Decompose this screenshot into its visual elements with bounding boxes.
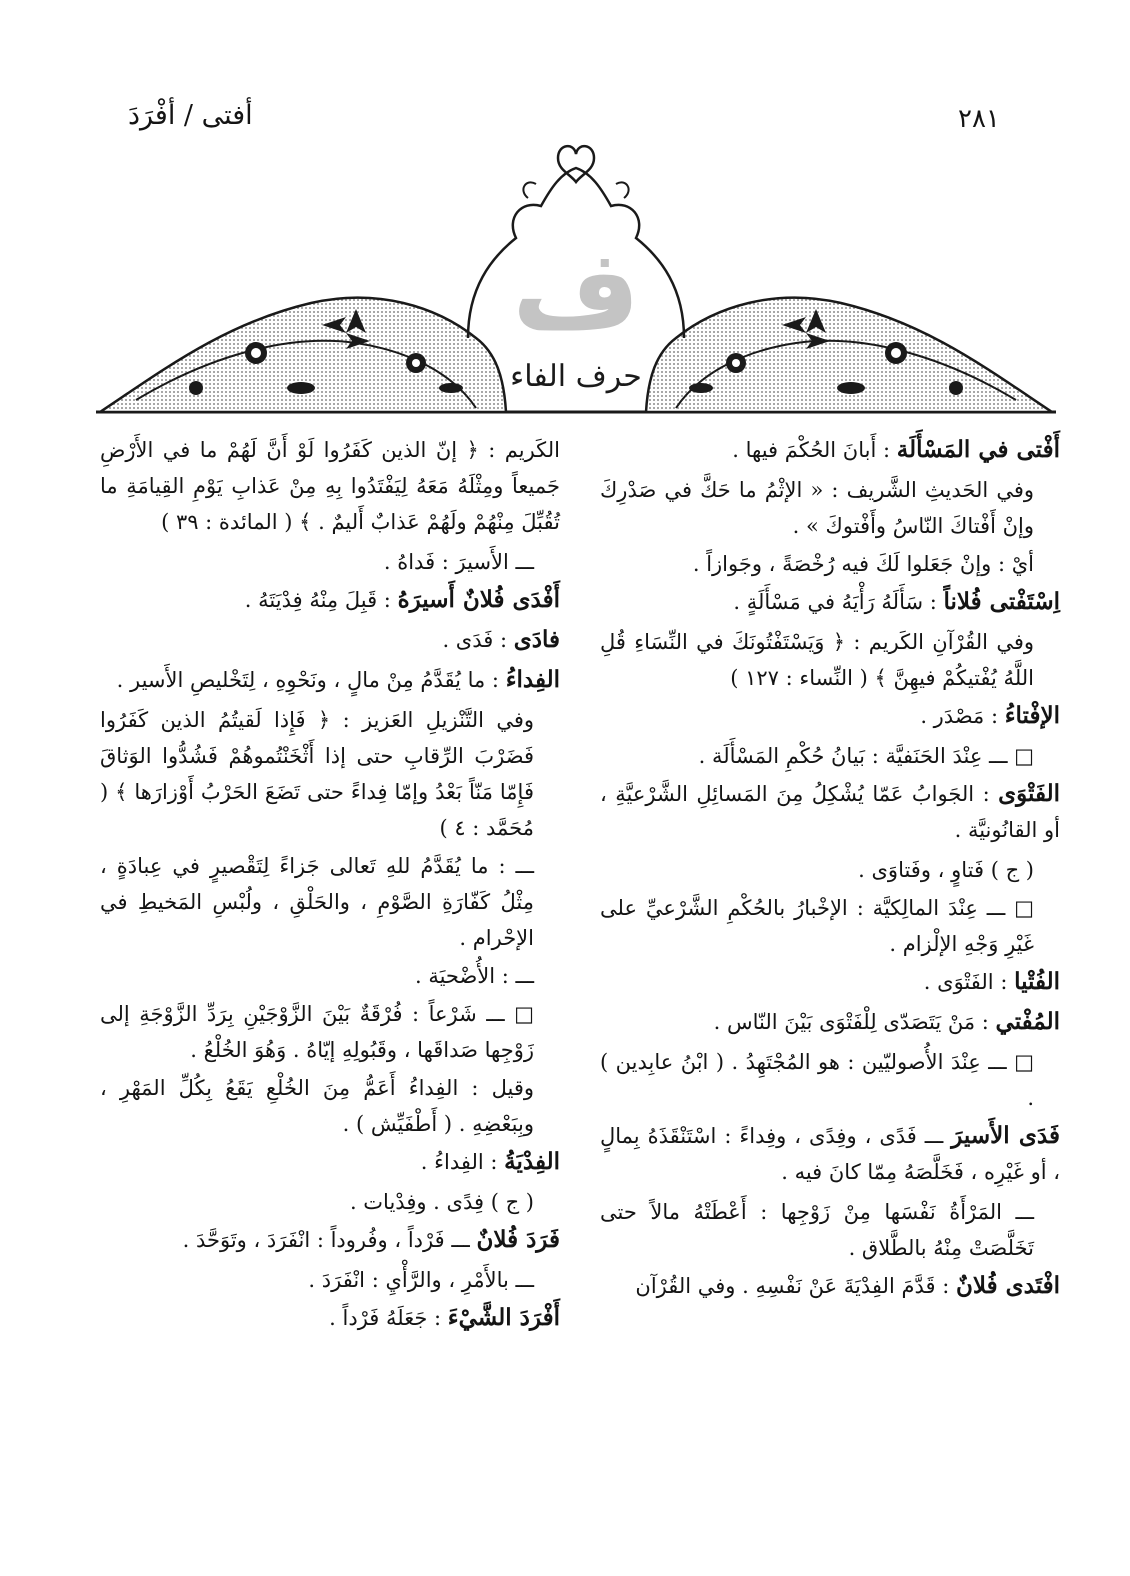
entry-subline: ( ج ) فِدًى . وفِدْيات . xyxy=(349,1190,534,1214)
guide-words: أفتى / أفْرَدَ xyxy=(128,100,253,131)
entry-headword: الإفْتاءُ xyxy=(1004,702,1060,729)
left-column xyxy=(100,432,560,1442)
entry-subline: □ ـــ عِنْدَ الحَنَفيَّة : بَيانُ حُكْمِ المَسْأَلَة . xyxy=(698,744,1034,768)
entry-separator: : xyxy=(935,1274,956,1298)
entry-definition: الفَتْوَى . xyxy=(923,970,994,994)
entry-subline: ـــ بالأَمْرِ ، والرَّأْيِ : انْفَرَدَ . xyxy=(308,1268,534,1292)
dictionary-entry xyxy=(100,582,560,618)
entry-separator: : xyxy=(876,438,897,462)
chapter-letter: ف xyxy=(512,226,640,354)
entry-headword: المُفْتي xyxy=(995,1008,1060,1035)
entry-definition: الفِداءُ . xyxy=(420,1150,484,1174)
entry-definition: سَأَلَهُ رَأْيَهُ في مَسْأَلَةٍ . xyxy=(733,590,924,614)
left-wing-ornament xyxy=(100,298,506,412)
entry-separator: : xyxy=(923,590,944,614)
entry-headword: أَفْتى في المَسْأَلَة xyxy=(896,436,1060,463)
entry-subline: ( ج ) فَتاوٍ ، وفَتاوَى . xyxy=(858,858,1034,882)
entry-subline: وفي القُرْآنِ الكَريم : ﴿ وَيَسْتَفْتُونَكَ في النِّسَاءِ قُلِ اللَّهُ يُفْتيكُمْ فيهِنَّ ﴾ ( النِّساء : ١٢٧ ) xyxy=(600,630,1034,690)
dictionary-entry xyxy=(100,1222,560,1258)
dictionary-entry xyxy=(600,1118,1060,1190)
entry-subline: أيْ : وإنْ جَعَلوا لَكَ فيه رُخْصَةً ، وجَوازاً . xyxy=(692,552,1034,576)
entry-subline: ـــ الأَسيرَ : فَداهُ . xyxy=(383,550,534,574)
entry-definition: جَعَلَهُ فَرْداً . xyxy=(329,1306,428,1330)
entry-headword: افْتَدى فُلانٌ xyxy=(955,1272,1060,1299)
entry-subline: ـــ : ما يُقَدَّمُ للهِ تَعالى جَزاءً لِتَقْصيرٍ في عِبادَةٍ ، مِثْلُ كَفّارَةِ الصَّوْمِ ، والحَلْقِ ، ولُبْسِ المَخيطِ في الإحْرام . xyxy=(100,854,534,950)
dictionary-entry xyxy=(600,432,1060,468)
entry-subline: □ ـــ عِنْدَ الأُصوليّين : هو المُجْتَهِدُ . ( ابْنُ عابِدين ) . xyxy=(600,1050,1034,1110)
entry-headword: أَفْدَى فُلانٌ أَسيرَهُ xyxy=(397,586,560,613)
entry-separator: ـــ xyxy=(916,1124,952,1148)
entry-headword: فَدَى الأَسيرَ xyxy=(951,1122,1060,1149)
entry-subline: وقيل : الفِداءُ أَعَمُّ مِنَ الخُلْعِ يَقَعُ بِكُلِّ المَهْرِ ، وبِبَعْضِهِ . ( أَطْفَيِّش ) . xyxy=(100,1076,534,1136)
chapter-title: حرف الفاء xyxy=(510,359,642,394)
entry-subline: □ ـــ شَرْعاً : فُرْقَةٌ بَيْنَ الزَّوْجَيْنِ بِرَدِّ الزَّوْجَةِ إلى زَوْجِها صَداقَها ، وقَبُولِهِ إيّاهُ . وَهُوَ الخُلْعُ . xyxy=(100,1002,534,1062)
entry-headword: الفَتْوَى xyxy=(998,780,1060,807)
entry-headword: الفِداءُ xyxy=(505,666,560,693)
dictionary-entry xyxy=(600,1004,1060,1040)
entry-definition: مَنْ يَتَصَدّى لِلْفَتْوَى بَيْنَ النّاس . xyxy=(713,1010,976,1034)
dictionary-entry xyxy=(600,584,1060,620)
entry-subline: وفي الحَديثِ الشَّريف : « الإثْمُ ما حَكَّ في صَدْرِكَ وإنْ أَفْتاكَ النّاسُ وأَفْتوكَ » . xyxy=(600,478,1034,538)
entry-separator: : xyxy=(984,704,1005,728)
entry-definition: الكَريم : ﴿ إنّ الذين كَفَرُوا لَوْ أَنَّ لَهُمْ ما في الأَرْضِ جَميعاً ومِثْلَهُ مَعَهُ لِيَفْتَدُوا بِهِ مِنْ عَذابِ يَوْمِ القِيامَةِ ما تُقُبِّلَ مِنْهُمْ ولَهُمْ عَذابٌ أَليمٌ . ﴾ ( المائدة : ٣٩ ) xyxy=(100,438,560,534)
entry-headword: أَفْرَدَ الشَّيْءَ xyxy=(447,1304,560,1331)
right-wing-ornament xyxy=(646,298,1052,412)
dictionary-entry xyxy=(600,1268,1060,1304)
entry-separator: : xyxy=(483,1150,505,1174)
dictionary-entry xyxy=(100,1300,560,1336)
entry-definition: قَبِلَ مِنْهُ فِدْيَتَهُ . xyxy=(244,588,378,612)
entry-definition: فَدَى . xyxy=(442,628,494,652)
entry-separator: ـــ xyxy=(444,1228,477,1252)
entry-separator: : xyxy=(975,1010,996,1034)
entry-definition: أَبانَ الحُكْمَ فيها . xyxy=(732,438,877,462)
entry-subline: ـــ المَرْأَةُ نَفْسَها مِنْ زَوْجِها : أَعْطَتْهُ مالاً حتى تَخَلَّصَتْ مِنْهُ بالطَّلاق . xyxy=(600,1200,1034,1260)
entry-headword: اِسْتَفْتى فُلاناً xyxy=(943,588,1060,615)
entry-separator: : xyxy=(485,668,506,692)
entry-definition: الجَوابُ عَمّا يُشْكِلُ مِنَ المَسائِلِ الشَّرْعيَّةِ ، أو القانُونيَّة . xyxy=(600,782,1060,842)
dictionary-entry xyxy=(100,1144,560,1180)
right-column xyxy=(600,432,1060,1442)
entry-definition: فَرْداً ، وفُروداً : انْفَرَدَ ، وتَوَحَّدَ . xyxy=(182,1228,445,1252)
entry-headword: فَرَدَ فُلانٌ xyxy=(476,1226,560,1253)
entry-separator: : xyxy=(993,970,1015,994)
entry-subline: □ ـــ عِنْدَ المالِكيَّة : الإخْبارُ بالحُكْمِ الشَّرْعيِّ على غَيْرِ وَجْهِ الإلْزام . xyxy=(600,896,1034,956)
dictionary-entry xyxy=(100,432,560,540)
entry-separator: : xyxy=(427,1306,448,1330)
entry-subline: ـــ : الأُضْحيَة . xyxy=(414,964,534,988)
dictionary-entry xyxy=(600,964,1060,1000)
entry-headword: فادَى xyxy=(513,626,560,653)
entry-definition: مَصْدَر . xyxy=(920,704,985,728)
page-number: ٢٨١ xyxy=(958,104,1000,134)
chapter-ornament xyxy=(96,138,1056,418)
entry-separator: : xyxy=(493,628,514,652)
dictionary-entry xyxy=(600,776,1060,848)
entry-separator: : xyxy=(974,782,999,806)
entry-definition: فَدًى ، وفِدًى ، وفِداءً : اسْتَنْقَذَهُ بِمالٍ ، أو غَيْرِه ، فَخَلَّصَهُ مِمّا كانَ فيه . xyxy=(600,1124,1060,1184)
entry-definition: ما يُقَدَّمُ مِنْ مالٍ ، ونَحْوِهِ ، لِتَخْليصِ الأَسير . xyxy=(116,668,486,692)
dictionary-entry xyxy=(600,698,1060,734)
dictionary-columns xyxy=(100,432,1060,1442)
dictionary-entry xyxy=(100,622,560,658)
entry-separator: : xyxy=(377,588,398,612)
entry-headword: الفِدْيَةُ xyxy=(504,1148,560,1175)
dictionary-entry xyxy=(100,662,560,698)
entry-headword: الفُتْيا xyxy=(1014,968,1060,995)
entry-definition: قَدَّمَ الفِدْيَةَ عَنْ نَفْسِهِ . وفي القُرْآن xyxy=(635,1274,936,1298)
entry-subline: وفي التَّنْزيلِ العَزيز : ﴿ فَإِذا لَقيتُمُ الذين كَفَرُوا فَضَرْبَ الرِّقابِ حتى إذا أَثْخَنْتُموهُمْ فَشُدُّوا الوَثاقَ فَإِمّا مَنّاً بَعْدُ وإمّا فِداءً حتى تَضَعَ الحَرْبُ أَوْزارَها ﴾ ( مُحَمَّد : ٤ ) xyxy=(100,708,534,840)
